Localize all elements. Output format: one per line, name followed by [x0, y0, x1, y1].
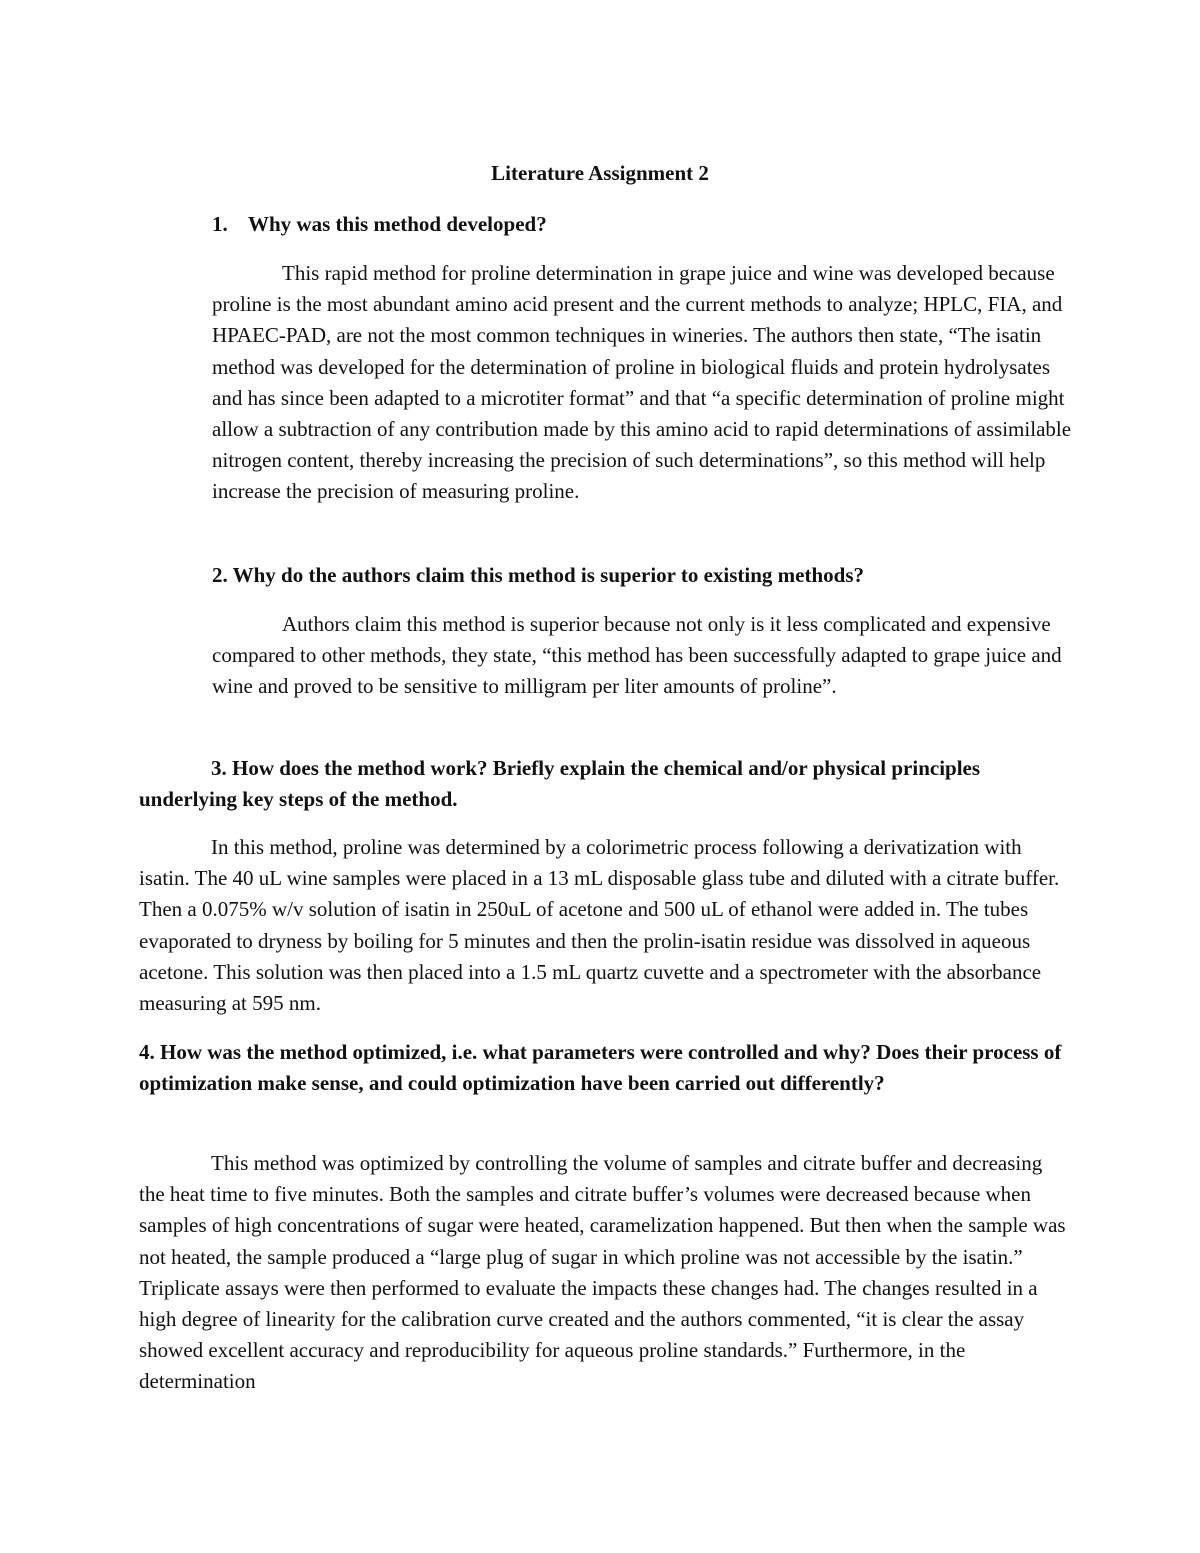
question-2-heading: 2. Why do the authors claim this method is superior to existing methods?	[212, 563, 865, 587]
question-1-heading	[212, 209, 1072, 240]
answer-3-paragraph: In this method, proline was determined by a colorimetric process following a derivatization with isatin. The 40 uL wine samples were placed in a 13 mL disposable glass tube and diluted with a citrate buffer. Then a 0.075% w/v solution of isatin in 250uL of acetone and 500 uL of ethanol were added in. The tubes evaporated to dryness by boiling for 5 minutes and then the prolin-isatin residue was dissolved in aqueous acetone. This solution was then placed into a 1.5 mL quartz cuvette and a spectrometer with the absorbance measuring at 595 nm.	[139, 835, 1060, 1016]
answer-1-paragraph: This rapid method for proline determination in grape juice and wine was developed because proline is the most abundant amino acid present and the current methods to analyze; HPLC, FIA, and HPAEC-PAD, are not the most common techniques in wineries. The authors then state, “The isatin method was developed for the determination of proline in biological fluids and protein hydrolysates and has since been adapted to a microtiter format” and that “a specific determination of proline might allow a subtraction of any contribution made by this amino acid to rapid determinations of assimilable nitrogen content, thereby increasing the precision of such determinations”, so this method will help increase the precision of measuring proline.	[212, 261, 1072, 504]
question-1-number: 1.	[212, 212, 228, 236]
question-3-heading: 3. How does the method work? Briefly explain the chemical and/or physical principles underlying key steps of the method.	[139, 756, 981, 811]
question-1-text: Why was this method developed?	[248, 212, 547, 236]
answer-4-paragraph: This method was optimized by controlling the volume of samples and citrate buffer and decreasing the heat time to five minutes. Both the samples and citrate buffer’s volumes were decreased because when samples of high concentrations of sugar were heated, caramelization happened. But then when the sample was not heated, the sample produced a “large plug of sugar in which proline was not accessible by the isatin.” Triplicate assays were then performed to evaluate the impacts these changes had. The changes resulted in a high degree of linearity for the calibration curve created and the authors commented, “it is clear the assay showed excellent accuracy and reproducibility for aqueous proline standards.” Furthermore, in the determination	[139, 1151, 1066, 1394]
question-4-heading: 4. How was the method optimized, i.e. what parameters were controlled and why? Does their process of optimization make sense, and could optimization have been carried out differently?	[139, 1040, 1062, 1095]
document-title: Literature Assignment 2	[491, 161, 709, 185]
answer-2-paragraph: Authors claim this method is superior because not only is it less complicated and expensive compared to other methods, they state, “this method has been successfully adapted to grape juice and wine and proved to be sensitive to milligram per liter amounts of proline”.	[212, 612, 1062, 699]
